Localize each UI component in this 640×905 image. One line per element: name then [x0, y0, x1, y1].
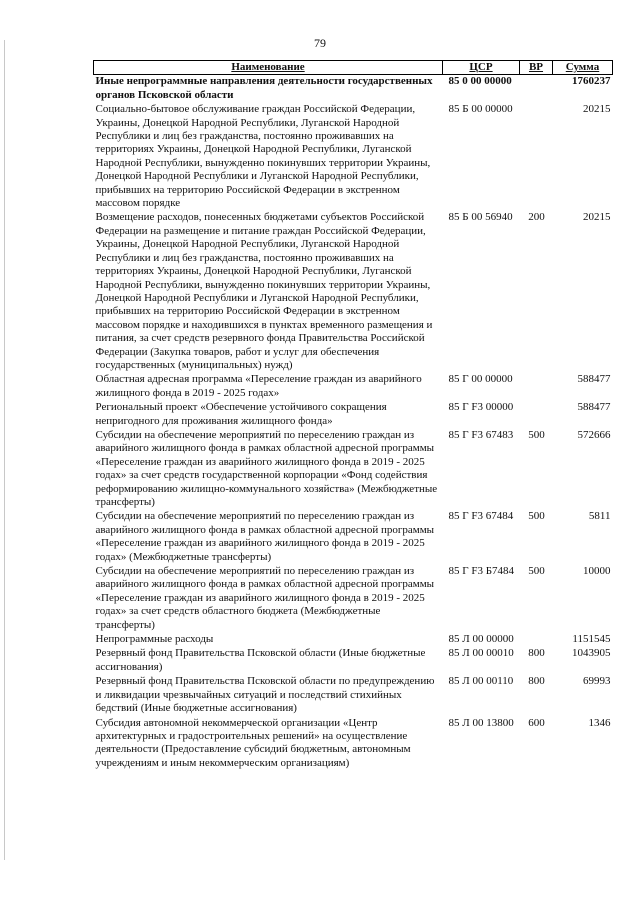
table-body [94, 75, 613, 770]
row-csr-cell: 85 Б 00 00000 [448, 103, 513, 116]
row-vr-cell [520, 372, 553, 400]
row-sum-cell: 5811 [588, 510, 611, 523]
header-sum: Сумма [553, 61, 613, 75]
row-sum-cell: 1151545 [572, 633, 611, 646]
row-csr-cell: 85 Г F3 67483 [448, 428, 514, 441]
row-sum-cell: 69993 [583, 675, 611, 688]
row-vr-cell [520, 102, 553, 210]
row-csr-cell: 85 Г 00 00000 [448, 373, 513, 386]
table-row [94, 646, 613, 674]
header-csr: ЦСР [443, 61, 520, 75]
budget-table [93, 60, 613, 770]
row-name-cell: Возмещение расходов, понесенных бюджетами субъектов Российской Федерации на размещение и питание граждан Российской Федерации, Украины, Донецкой Народной Республики, Луганской Народной Республики и лиц без гражданства, постоянно проживавших на территориях Украины, Донецкой Народной Республики, Луганской Народной Республики, вынужденно покинувших территории Украины, Донецкой Народной Республики и Луганской Народной Республики, прибывших на территорию Российской Федерации в экстренном массовом порядке и находившихся в пунктах временного размещения и питания, за счет средств резервного фонда Правительства Российской Федерации (Закупка товаров, работ и услуг для обеспечения государственных (муниципальных) нужд) [95, 211, 433, 371]
page-number: 79 [314, 36, 326, 50]
header-vr: ВР [520, 61, 553, 75]
table-row [94, 674, 613, 715]
row-vr-cell: 600 [528, 716, 545, 729]
row-vr-cell [520, 75, 553, 102]
row-name-cell: Резервный фонд Правительства Псковской области (Иные бюджетные ассигнования) [95, 647, 426, 673]
table-row [94, 428, 613, 509]
row-csr-cell: 85 Л 00 13800 [448, 716, 514, 729]
row-csr-cell: 85 Л 00 00010 [448, 647, 514, 660]
row-vr-cell [520, 400, 553, 428]
row-vr-cell: 800 [528, 647, 545, 660]
table-row [94, 509, 613, 564]
row-sum-cell: 10000 [583, 565, 611, 578]
row-sum-cell: 20215 [583, 211, 611, 224]
table-row [94, 632, 613, 646]
row-sum-cell: 588477 [577, 373, 611, 386]
row-vr-cell: 200 [528, 211, 545, 224]
table-row [94, 372, 613, 400]
row-name-cell: Субсидии на обеспечение мероприятий по переселению граждан из аварийного жилищного фонда в рамках областной адресной программы «Переселение граждан из аварийного жилищного фонда в 2019 - 2025 годах» (Межбюджетные трансферты) [95, 510, 435, 563]
row-vr-cell: 500 [528, 565, 545, 578]
row-sum-cell: 572666 [577, 428, 611, 441]
row-name-cell: Иные непрограммные направления деятельности государственных органов Псковской области [95, 75, 433, 101]
table-row [94, 210, 613, 372]
table-header-row [94, 61, 613, 75]
table-row [94, 102, 613, 210]
row-csr-cell: 85 Л 00 00110 [448, 675, 514, 688]
row-name-cell: Социально-бытовое обслуживание граждан Российской Федерации, Украины, Донецкой Народной Республики, Луганской Народной Республики и лиц без гражданства, постоянно проживавших на территориях Украины, Донецкой Народной Республики, Луганской Народной Республики, вынужденно покинувших территории Украины, Донецкой Народной Республики и Луганской Народной Республики, прибывших на территорию Российской Федерации в экстренном массовом порядке [95, 103, 431, 210]
table-row [94, 564, 613, 632]
table-row [94, 716, 613, 771]
scan-margin-line [4, 40, 5, 860]
row-sum-cell: 1043905 [572, 647, 611, 660]
row-vr-cell: 500 [528, 510, 545, 523]
header-name: Наименование [94, 61, 443, 75]
row-csr-cell: 85 Г F3 00000 [448, 401, 514, 414]
row-name-cell: Субсидии на обеспечение мероприятий по переселению граждан из аварийного жилищного фонда в рамках областной адресной программы «Переселение граждан из аварийного жилищного фонда в 2019 - 2025 годах» за счет средств областного бюджета (Межбюджетные трансферты) [95, 565, 435, 631]
row-csr-cell: 85 Б 00 56940 [448, 211, 513, 224]
row-sum-cell: 588477 [577, 401, 611, 414]
row-vr-cell: 500 [528, 428, 545, 441]
row-name-cell: Резервный фонд Правительства Псковской области по предупреждению и ликвидации чрезвычайных ситуаций и последствий стихийных бедствий (Иные бюджетные ассигнования) [95, 675, 435, 715]
table-row [94, 400, 613, 428]
row-sum-cell: 1346 [588, 716, 611, 729]
row-name-cell: Субсидии на обеспечение мероприятий по переселению граждан из аварийного жилищного фонда в рамках областной адресной программы «Переселение граждан из аварийного жилищного фонда в 2019 - 2025 годах» за счет средств государственной корпорации «Фонд содействия реформированию жилищно-коммунального хозяйства» (Межбюджетные трансферты) [95, 428, 438, 508]
row-vr-cell [520, 632, 553, 646]
row-csr-cell: 85 Г F3 67484 [448, 510, 514, 523]
row-csr-cell: 85 Г F3 Б7484 [448, 565, 515, 578]
row-name-cell: Областная адресная программа «Переселение граждан из аварийного жилищного фонда в 2019 - 2025 годах» [95, 373, 422, 399]
row-csr-cell: 85 0 00 00000 [448, 75, 512, 88]
row-name-cell: Субсидия автономной некоммерческой организации «Центр архитектурных и градостроительных решений» на осуществление деятельности (Предоставление субсидий бюджетным, автономным учреждениям и иным некоммерческим организациям) [95, 716, 411, 769]
row-csr-cell: 85 Л 00 00000 [448, 633, 514, 646]
row-vr-cell: 800 [528, 675, 545, 688]
row-name-cell: Непрограммные расходы [95, 633, 214, 646]
table-row [94, 75, 613, 102]
row-name-cell: Региональный проект «Обеспечение устойчивого сокращения непригодного для проживания жилищного фонда» [95, 401, 387, 427]
row-sum-cell: 20215 [583, 103, 611, 116]
row-sum-cell: 1760237 [572, 75, 611, 88]
